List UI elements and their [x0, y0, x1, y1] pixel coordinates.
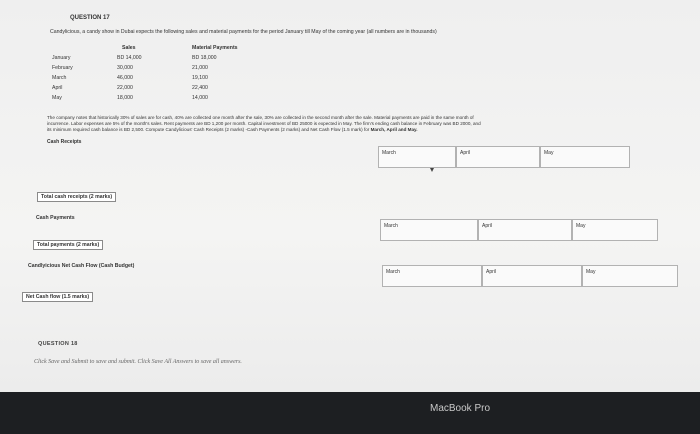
problem-paragraph [47, 115, 667, 133]
column-header-april: April [482, 265, 582, 287]
sales-value: 22,000 [117, 85, 133, 91]
paragraph-line [47, 127, 667, 133]
paragraph-bold-text: March, April and May. [370, 127, 418, 132]
payment-value: 14,000 [192, 95, 208, 101]
month-label: March [52, 75, 67, 81]
column-header-march: March [380, 219, 478, 241]
net-cash-flow-total-label: Net Cash flow (1.5 marks) [22, 292, 93, 302]
save-instructions: Click Save and Submit to save and submit. Click Save All Answers to save all answers. [34, 359, 242, 365]
payment-value: 19,100 [192, 75, 208, 81]
payment-value: 21,000 [192, 65, 208, 71]
column-header-march: March [382, 265, 482, 287]
paragraph-line: The company notes that historically 30% of sales are for cash, 40% are collected one month after the sale, 30% are collected in the second month after the sale. Material payments are paid in the same month of [47, 115, 474, 120]
month-label: April [52, 85, 63, 91]
payment-value: BD 18,000 [192, 55, 217, 61]
cash-payments-label: Cash Payments [36, 215, 75, 221]
month-label: January [52, 55, 71, 61]
sales-value: 46,000 [117, 75, 133, 81]
sales-value: 18,000 [117, 95, 133, 101]
sales-value: BD 14,000 [117, 55, 142, 61]
paragraph-line: incurrence. Labor expenses are 5% of the month's sales. Rent payments are BD 1,200 per month. Capital investment of BD 25000 is expected in May. The firm's ending cash balance in February was BD 2000, and [47, 121, 481, 126]
paragraph-text: its minimum required cash balance is BD 2,500. Compute Candylicious' Cash Receipts (2 marks) -Cash Payments (2 marks) and Net Cash Flow (1.5 mark) for [47, 127, 371, 132]
laptop-bezel [0, 398, 700, 416]
payments-header: Material Payments [192, 45, 238, 51]
month-label: February [52, 65, 73, 71]
column-header-may: May [540, 146, 630, 168]
next-question-heading: QUESTION 18 [38, 341, 78, 347]
mouse-cursor-icon [430, 168, 434, 172]
cash-receipts-label: Cash Receipts [47, 139, 82, 145]
column-header-may: May [572, 219, 658, 241]
column-header-march: March [378, 146, 456, 168]
total-cash-receipts-label: Total cash receipts (2 marks) [37, 192, 116, 202]
month-label: May [52, 95, 62, 101]
total-payments-label: Total payments (2 marks) [33, 240, 103, 250]
column-header-april: April [478, 219, 572, 241]
sales-header: Sales [122, 45, 136, 51]
question-title: QUESTION 17 [70, 15, 110, 21]
column-header-april: April [456, 146, 540, 168]
question-intro: Candylicious, a candy show in Dubai expects the following sales and material payments for the period January till May of the coming year (all numbers are in thousands) [50, 29, 437, 35]
sales-value: 30,000 [117, 65, 133, 71]
payment-value: 22,400 [192, 85, 208, 91]
column-header-may: May [582, 265, 678, 287]
net-cash-flow-label: Candlyicious Net Cash Flow (Cash Budget) [28, 263, 135, 269]
bezel-brand-label: MacBook Pro [429, 403, 491, 414]
